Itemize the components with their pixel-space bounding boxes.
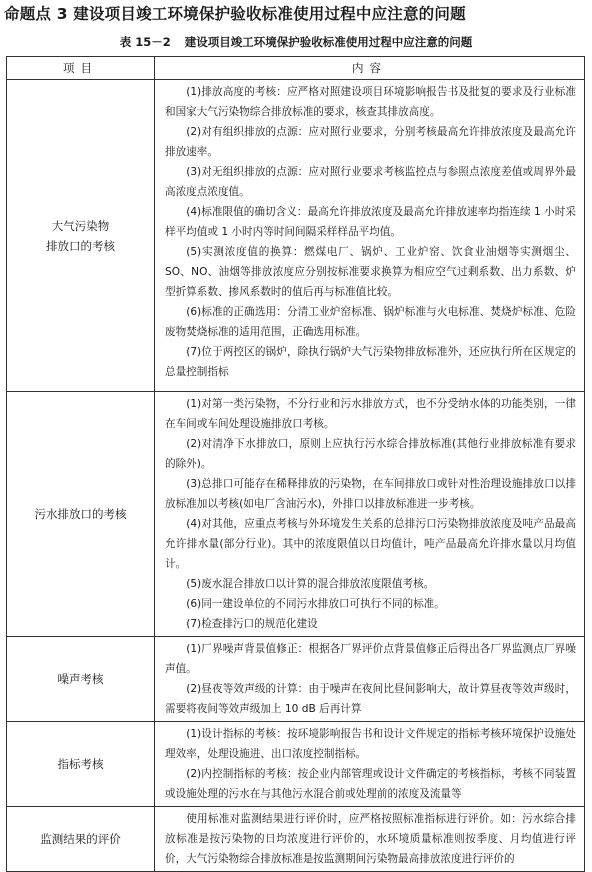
content-paragraph: (1)排放高度的考核：应严格对照建设项目环境影响报告书及批复的要求及行业标准和国家大气污染物综合排放标准的要求，核查其排放高度。 (165, 86, 576, 118)
row-content-evaluation (155, 807, 585, 872)
content-paragraph: (4)对其他，应重点考核与外环境发生关系的总排污口污染物排放浓度及吨产品最高允许排水量(部分行业)。其中的浓度限值以日均值计，吨产品最高允许排水量以月均值计。 (165, 518, 576, 570)
content-paragraph: (1)厂界噪声背景值修正：根据各厂界评价点背景值修正后得出各厂界监测点厂界噪声值。 (165, 643, 576, 675)
content-paragraph: (7)检查排污口的规范化建设 (186, 618, 318, 630)
content-paragraph: (2)内控制指标的考核：按企业内部管理或设计文件确定的考核指标，考核不同装置或设施处理的污水在与其他污水混合前或处理前的浓度及流量等 (165, 768, 576, 800)
content-paragraph: (5)废水混合排放口以计算的混合排放浓度限值考核。 (186, 578, 435, 590)
table-number: 表 15－2 (119, 35, 171, 49)
header-item: 项目 (7, 57, 155, 80)
row-item-evaluation (7, 807, 155, 872)
row-content-air (155, 80, 585, 392)
row-content-noise (155, 637, 585, 722)
table-caption (0, 34, 592, 50)
table-body (7, 80, 585, 872)
row-item-line: 排放口的考核 (46, 238, 115, 253)
table-row (7, 722, 585, 807)
table-row (7, 637, 585, 722)
table-title: 建设项目竣工环境保护验收标准使用过程中应注意的问题 (184, 35, 473, 49)
content-paragraph: (3)总排口可能存在稀释排放的污染物，在车间排放口或针对性治理设施排放口以排放标准加以考核(如电厂含油污水)，外排口以排放标准进一步考核。 (165, 478, 576, 510)
content-paragraph: (6)标准的正确选用：分清工业炉窑标准、锅炉标准与火电标准、焚烧炉标准、危险废物焚烧标准的适用范围，正确选用标准。 (165, 306, 576, 338)
table-row (7, 392, 585, 637)
content-paragraph: (1)对第一类污染物，不分行业和污水排放方式，也不分受纳水体的功能类别，一律在车间或车间处理设施排放口考核。 (165, 398, 576, 430)
header-content: 内容 (155, 57, 585, 80)
content-paragraph: (7)位于两控区的锅炉，除执行锅炉大气污染物排放标准外，还应执行所在区规定的总量控制指标 (165, 346, 576, 378)
content-paragraph: (2)对清净下水排放口，原则上应执行污水综合排放标准(其他行业排放标准有要求的除外)。 (165, 438, 576, 470)
row-item-line: 大气污染物 (51, 218, 110, 233)
row-item-line: 污水排放口的考核 (34, 507, 127, 521)
row-item-line: 噪声考核 (57, 672, 104, 686)
row-content-indicators (155, 722, 585, 807)
table-header-row (7, 57, 585, 80)
row-item-wastewater (7, 392, 155, 637)
content-paragraph: (2)对有组织排放的点源：应对照行业要求，分别考核最高允许排放浓度及最高允许排放速率。 (165, 126, 576, 158)
table-row (7, 80, 585, 392)
content-paragraph: 使用标准对监测结果进行评价时，应严格按照标准指标进行评价。如：污水综合排放标准是按污染物的日均浓度进行评价的，水环境质量标准则按季度、月均值进行评价，大气污染物综合排放标准是按监测期间污染物最高排放浓度进行评价的 (165, 813, 576, 865)
row-content-wastewater (155, 392, 585, 637)
content-paragraph: (5)实测浓度值的换算：燃煤电厂、锅炉、工业炉窑、饮食业油烟等实测烟尘、SO、NO、油烟等排放浓度应分别按标准要求换算为相应空气过剩系数、出力系数、炉型折算系数、掺风系数时的值后再与标准值比较。 (165, 246, 576, 298)
standards-table (6, 56, 585, 872)
content-paragraph: (2)昼夜等效声级的计算：由于噪声在夜间比昼间影响大，故计算昼夜等效声级时，需要将夜间等效声级加上 10 dB 后再计算 (165, 683, 576, 715)
content-paragraph: (3)对无组织排放的点源：应对照行业要求考核监控点与参照点浓度差值或周界外最高浓度点浓度值。 (165, 166, 576, 198)
row-item-line: 指标考核 (57, 757, 104, 771)
row-item-noise (7, 637, 155, 722)
content-paragraph: (4)标准限值的确切含义：最高允许排放浓度及最高允许排放速率均指连续 1 小时采样平均值或 1 小时内等时间间隔采样样品平均值。 (165, 206, 576, 238)
content-paragraph: (1)设计指标的考核：按环境影响报告书和设计文件规定的指标考核环境保护设施处理效率，处理设施进、出口浓度控制指标。 (165, 728, 576, 760)
row-item-line: 监测结果的评价 (40, 832, 121, 846)
row-item-indicators (7, 722, 155, 807)
section-heading: 命题点 3 建设项目竣工环境保护验收标准使用过程中应注意的问题 (4, 5, 466, 23)
content-paragraph: (6)同一建设单位的不同污水排放口可执行不同的标准。 (186, 598, 445, 610)
table-row (7, 807, 585, 872)
row-item-air (7, 80, 155, 392)
